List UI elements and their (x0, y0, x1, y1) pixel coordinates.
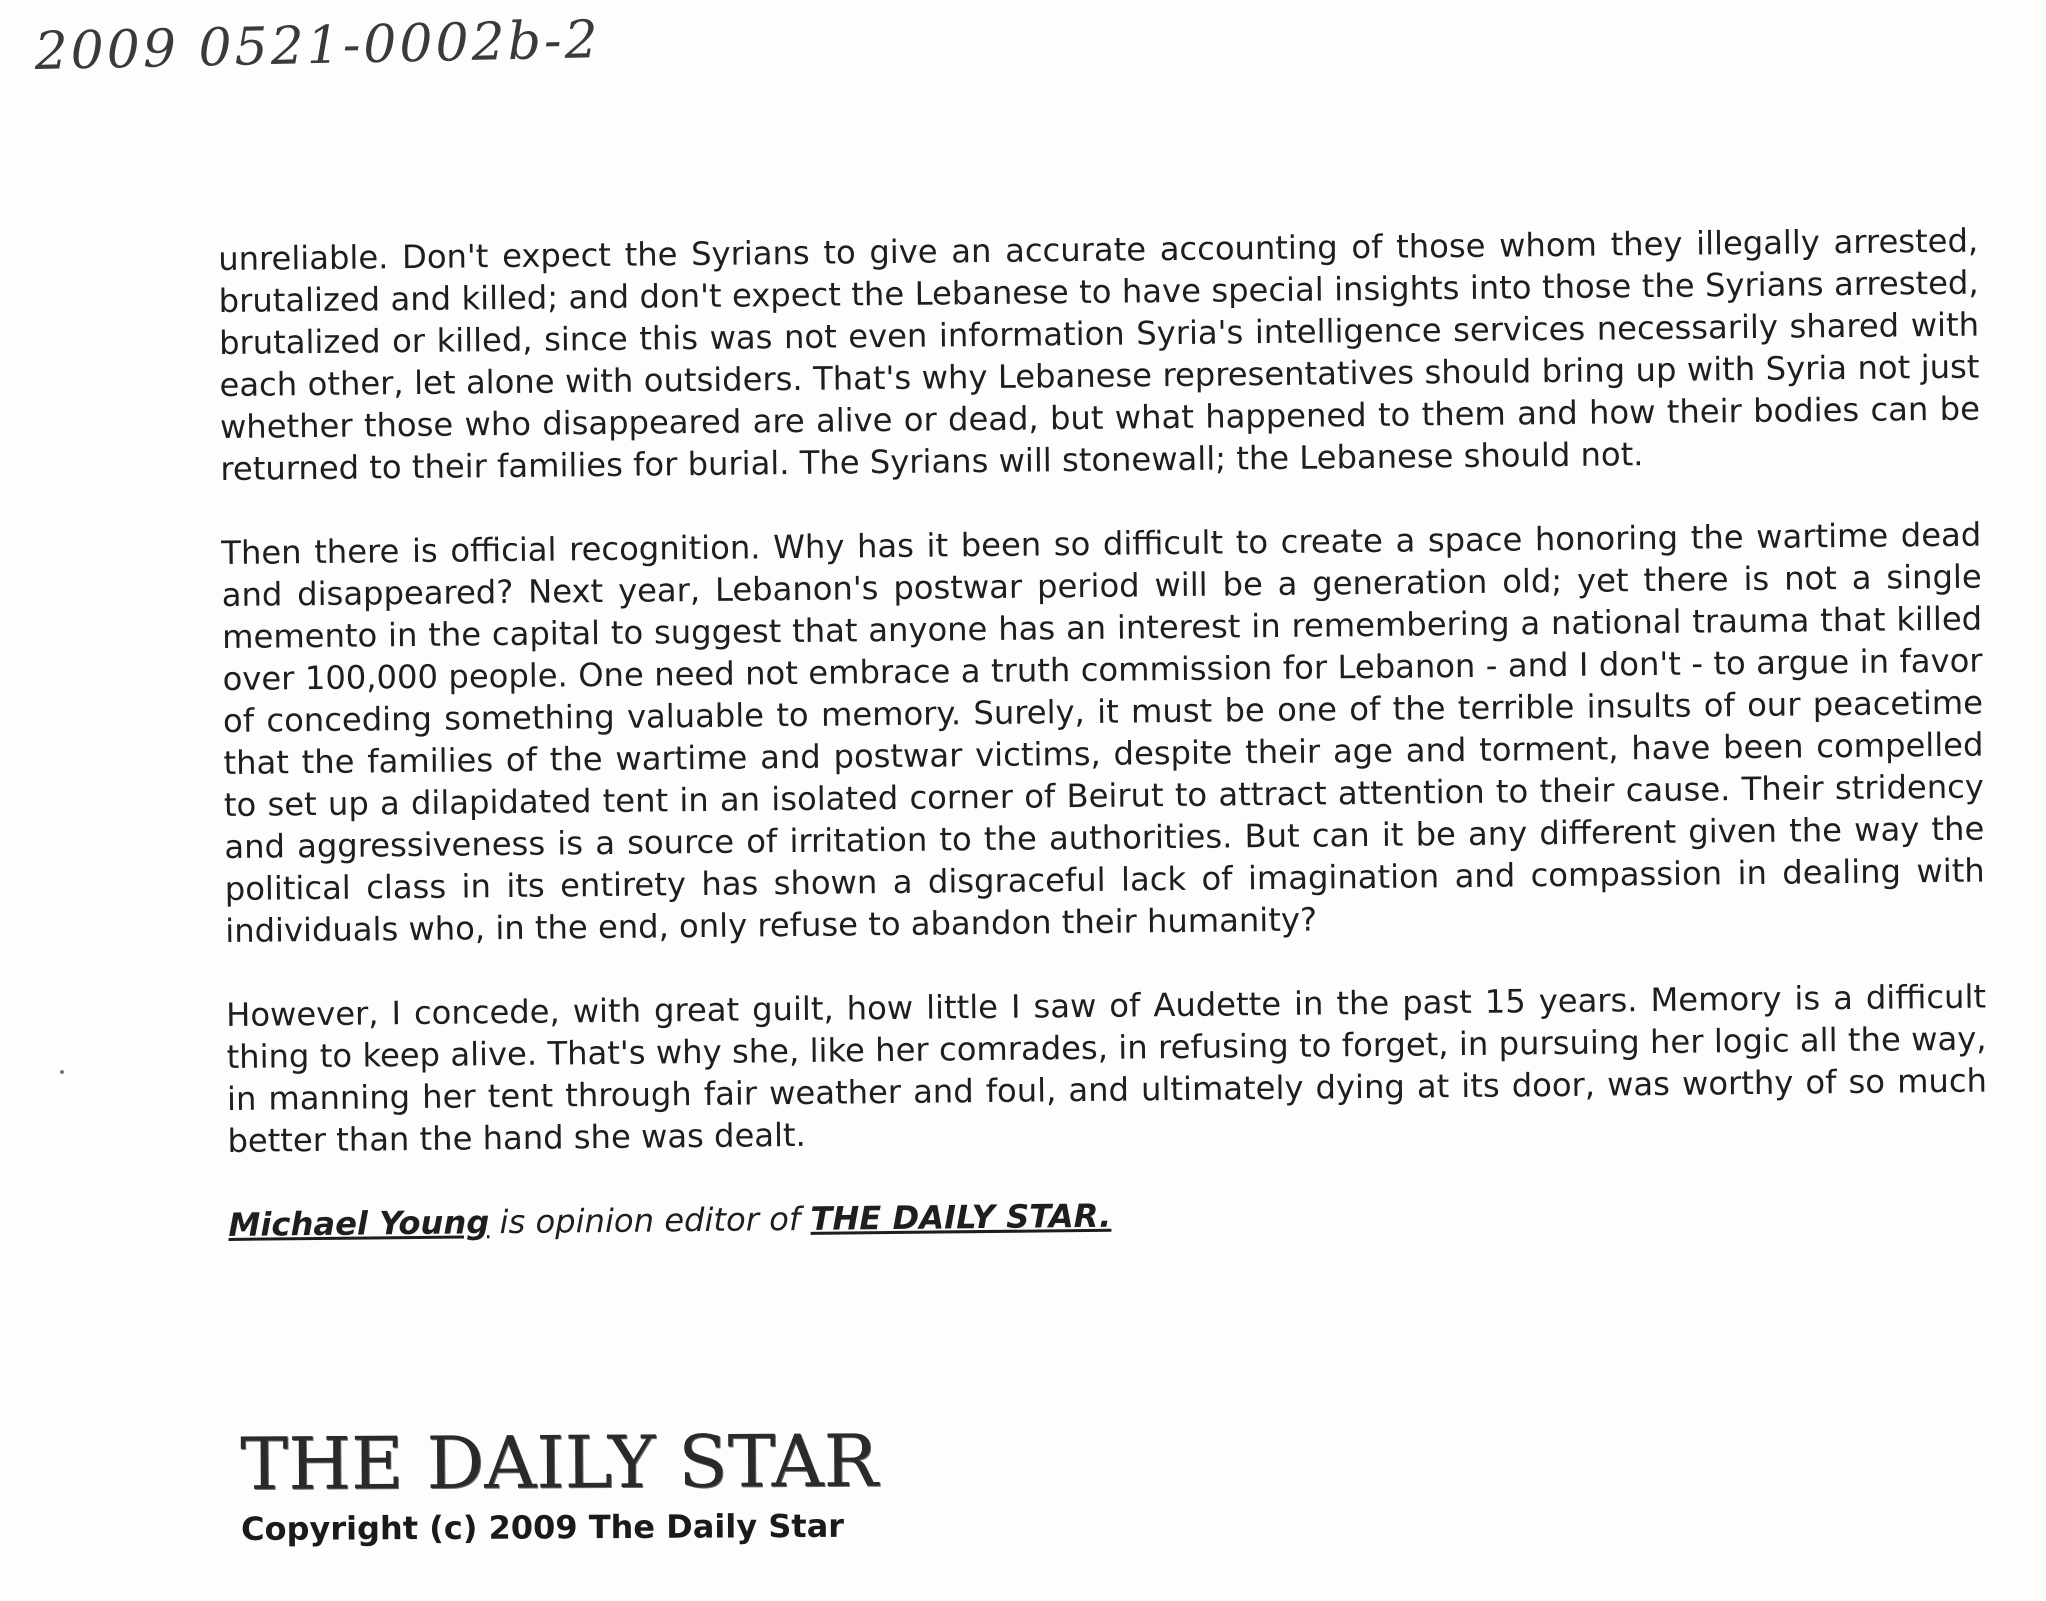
article-paragraph-3: However, I concede, with great guilt, how little I saw of Audette in the past 15 years. Memory is a difficult thing to keep alive. That's why she, like her comrades, in refusing to forget, in pursuing her logic all the way, in manning her tent through fair weather and foul, and ultimately dying at its door, was worthy of so much better than the hand she was dealt. (225, 977, 1988, 1160)
article-paragraph-2: Then there is official recognition. Why has it been so difficult to create a space honoring the wartime dead and disappeared? Next year, Lebanon's postwar period will be a generation old; yet there is not a single memento in the capital to suggest that anyone has an interest in remembering a national trauma that killed over 100,000 people. One need not embrace a truth commission for Lebanon - and I don't - to argue in favor of conceding something valuable to memory. Surely, it must be one of the terrible insults of our peacetime that the families of the wartime and postwar victims, despite their age and torment, have been compelled to set up a dilapidated tent in an isolated corner of Beirut to attract attention to their cause. Their stridency and aggressiveness is a source of irritation to the authorities. But can it be any different given the way the political class in its entirety has shown a disgraceful lack of imagination and compassion in dealing with individuals who, in the end, only refuse to abandon their humanity? (221, 515, 1985, 950)
author-name: Michael Young (228, 1203, 490, 1244)
publication-name: THE DAILY STAR. (810, 1196, 1112, 1238)
author-byline (228, 1186, 1988, 1246)
newspaper-masthead: THE DAILY STAR (240, 1418, 879, 1506)
scan-speck (60, 1070, 64, 1074)
byline-text: is opinion editor of (489, 1199, 811, 1242)
article-paragraph-1: unreliable. Don't expect the Syrians to give an accurate accounting of those whom they illegally arrested, brutalized and killed; and don't expect the Lebanese to have special insights into those the Syrians arrested, brutalized or killed, since this was not even information Syria's intelligence services necessarily shared with each other, let alone with outsiders. That's why Lebanese representatives should bring up with Syria not just whether those who disappeared are alive or dead, but what happened to them and how their bodies can be returned to their families for burial. The Syrians will stonewall; the Lebanese should not. (218, 221, 1981, 488)
article-body (218, 220, 1988, 1246)
copyright-notice: Copyright (c) 2009 The Daily Star (241, 1506, 845, 1548)
handwritten-document-id: 2009 0521-0002b-2 (34, 10, 602, 82)
